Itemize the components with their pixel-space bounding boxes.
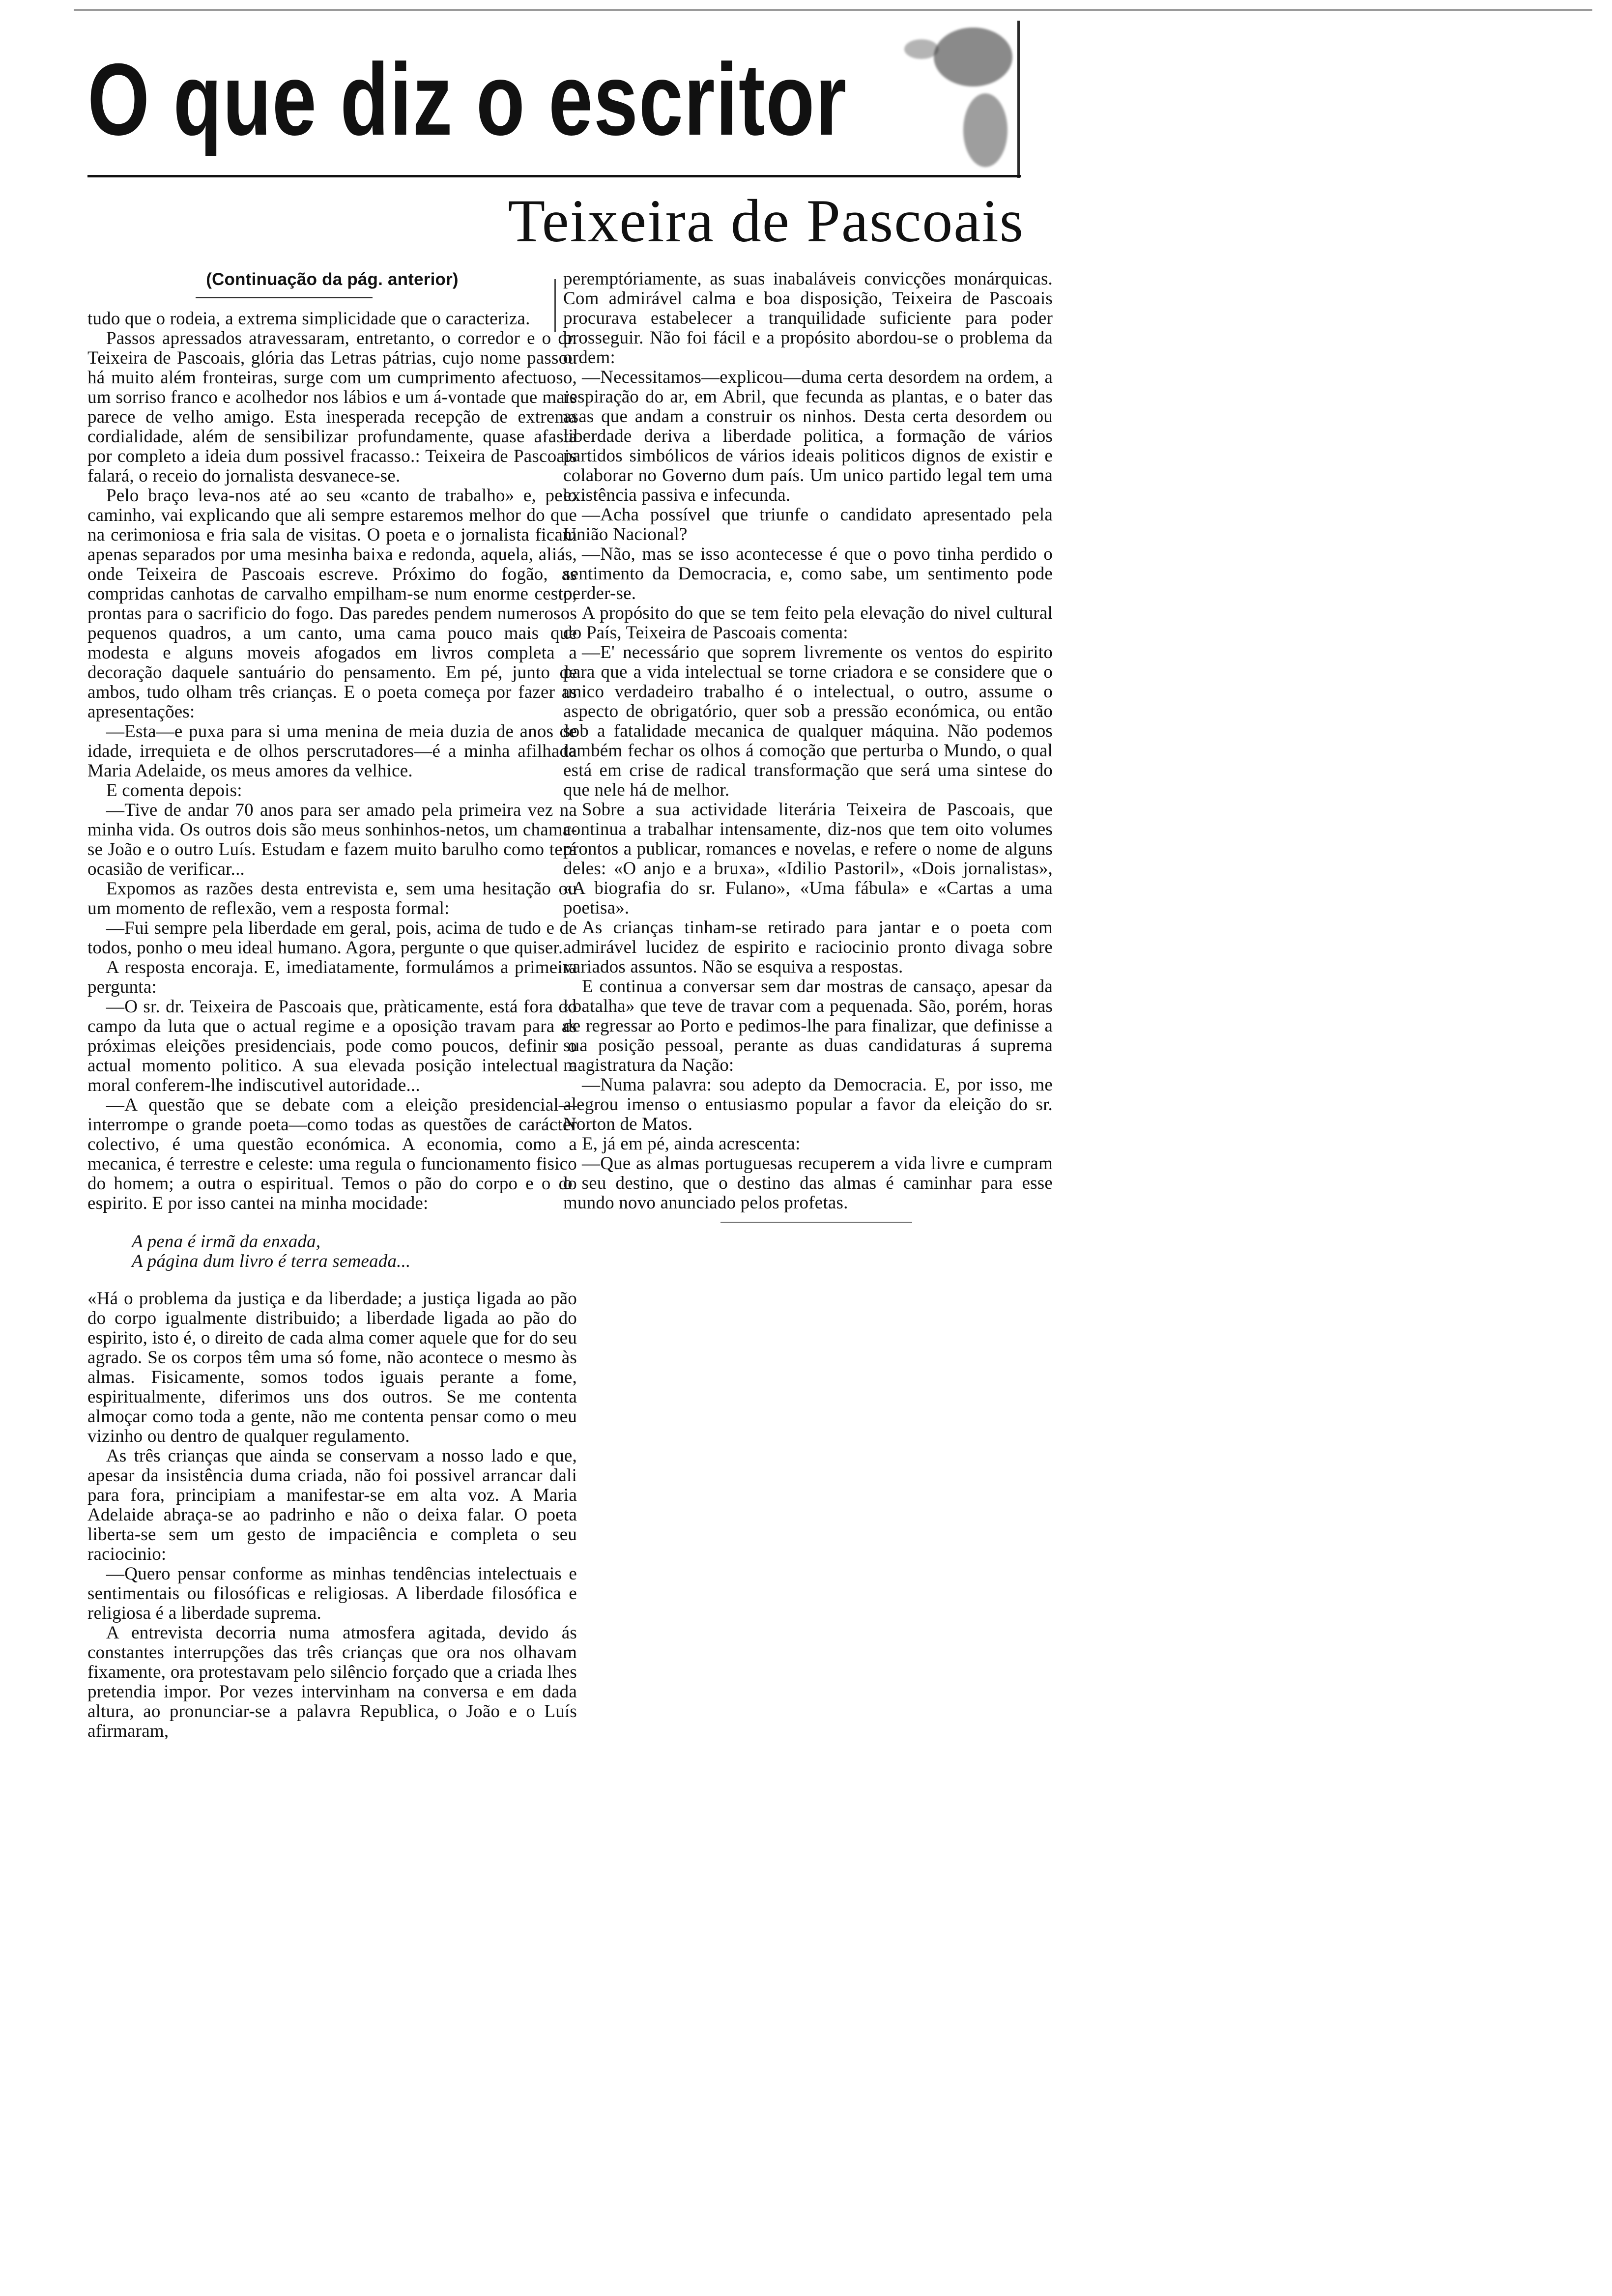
article-header (0, 0, 1612, 256)
paragraph: —O sr. dr. Teixeira de Pascoais que, pràticamente, está fora do campo da luta que o actual regime e a oposição travam para as próximas eleições presidenciais, pode como poucos, definir o actual momento politico. A sua elevada posição intelectual e moral conferem-lhe indiscutivel autoridade... (87, 997, 577, 1095)
verse-line: A página dum livro é terra semeada... (132, 1251, 411, 1271)
paragraph: —Fui sempre pela liberdade em geral, pois, acima de tudo e de todos, ponho o meu ideal humano. Agora, pergunte o que quiser. (87, 918, 577, 958)
paragraph: —E' necessário que soprem livremente os ventos do espirito para que a vida intelectual se torne criadora e se considere que o unico verdadeiro trabalho é o intelectual, o outro, assume o aspecto de obrigatório, quer sob a pressão económica, ou então sob a fatalidade mecanica de qualquer máquina. Não podemos também fechar os olhos á comoção que perturba o Mundo, o qual está em crise de radical transformação que será uma sintese do que nele há de melhor. (563, 642, 1053, 800)
continuation-rule (196, 297, 373, 298)
paragraph: —Esta—e puxa para si uma menina de meia duzia de anos de idade, irrequieta e de olhos perscrutadores—é a minha afilhada Maria Adelaide, os meus amores da velhice. (87, 721, 577, 781)
paragraph: Sobre a sua actividade literária Teixeira de Pascoais, que continua a trabalhar intensamente, diz-nos que tem oito volumes prontos a publicar, romances e novelas, e refere o nome de alguns deles: «O anjo e a bruxa», «Idilio Pastoril», «Dois jornalistas», «A biografia do sr. Fulano», «Uma fábula» e «Cartas a uma poetisa». (563, 800, 1053, 918)
ink-smudge (963, 93, 1008, 167)
paragraph: A entrevista decorria numa atmosfera agitada, devido ás constantes interrupções das três crianças que ora nos olhavam fixamente, ora protestavam pelo silêncio forçado que a criada lhes pretendia impor. Por vezes intervinham na conversa e em dada altura, ao pronunciar-se a palavra Republica, o João e o Luís afirmaram, (87, 1623, 577, 1741)
paragraph: Passos apressados atravessaram, entretanto, o corredor e o dr. Teixeira de Pascoais, glória das Letras pátrias, cujo nome passou há muito além fronteiras, surge com um cumprimento afectuoso, um sorriso franco e acolhedor nos lábios e um á-vontade que mais parece de velho amigo. Esta inesperada recepção de extrema cordialidade, além de sensibilizar profundamente, quase afasta por completo a ideia dum possivel fracasso.: Teixeira de Pascoais falará, o receio do jornalista desvanece-se. (87, 328, 577, 486)
paragraph: peremptóriamente, as suas inabaláveis convicções monárquicas. Com admirável calma e boa disposição, Teixeira de Pascoais procurava estabelecer a tranquilidade suficiente para poder prosseguir. Não foi fácil e a propósito abordou-se o problema da ordem: (563, 269, 1053, 368)
paragraph: «Há o problema da justiça e da liberdade; a justiça ligada ao pão do corpo igualmente distribuido; a liberdade ligada ao pão do espirito, isto é, o direito de cada alma comer aquele que for do seu agrado. Se os corpos têm uma só fome, não acontece o mesmo às almas. Fisicamente, somos todos iguais perante a fome, espiritualmente, diferimos uns dos outros. Se me contenta almoçar como toda a gente, não me contenta pensar como o meu vizinho ou dentro de qualquer regulamento. (87, 1289, 577, 1446)
paragraph: A resposta encoraja. E, imediatamente, formulámos a primeira pergunta: (87, 957, 577, 997)
ink-smudge (904, 39, 939, 59)
left-column (87, 269, 577, 1741)
subject-name: Teixeira de Pascoais (508, 187, 1024, 255)
paragraph: —Necessitamos—explicou—duma certa desordem na ordem, a respiração do ar, em Abril, que fecunda as plantas, e o bater das asas que andam a construir os ninhos. Desta certa desordem ou liberdade deriva a liberdade politica, a formação de vários partidos simbólicos de vários ideais politicos dignos de existir e colaborar no Governo dum país. Um unico partido legal tem uma existência passiva e infecunda. (563, 367, 1053, 505)
paragraph: As três crianças que ainda se conservam a nosso lado e que, apesar da insistência duma criada, não foi possivel arrancar dali para fora, principiam a manifestar-se em alta voz. A Maria Adelaide abraça-se ao padrinho e não o deixa falar. O poeta liberta-se sem um gesto de impaciência e completa o seu raciocinio: (87, 1446, 577, 1564)
paragraph: —Não, mas se isso acontecesse é que o povo tinha perdido o sentimento da Democracia, e, como sabe, um sentimento pode perder-se. (563, 544, 1053, 603)
paragraph: —Tive de andar 70 anos para ser amado pela primeira vez na minha vida. Os outros dois são meus sonhinhos-netos, um chama-se João e o outro Luís. Estudam e fazem muito barulho como terá ocasião de verificar... (87, 800, 577, 879)
article-end-rule (720, 1222, 912, 1223)
paragraph: —Quero pensar conforme as minhas tendências intelectuais e sentimentais ou filosóficas e religiosas. A liberdade filosófica e religiosa é a liberdade suprema. (87, 1564, 577, 1623)
ink-smudge (934, 28, 1012, 86)
paragraph: —Que as almas portuguesas recuperem a vida livre e cumpram o seu destino, que o destino das almas é caminhar para esse mundo novo anunciado pelos profetas. (563, 1153, 1053, 1213)
paragraph: A propósito do que se tem feito pela elevação do nivel cultural do País, Teixeira de Pascoais comenta: (563, 603, 1053, 643)
kicker-headline: O que diz o escritor (87, 43, 847, 157)
paragraph: —Acha possível que triunfe o candidato apresentado pela União Nacional? (563, 505, 1053, 545)
verse-line: A pena é irmã da enxada, (132, 1232, 321, 1252)
paragraph: Expomos as razões desta entrevista e, sem uma hesitação ou um momento de reflexão, vem a resposta formal: (87, 879, 577, 918)
paragraph: E comenta depois: (106, 780, 242, 801)
paragraph: E continua a conversar sem dar mostras de cansaço, apesar da «batalha» que teve de travar com a pequenada. São, porém, horas de regressar ao Porto e pedimos-lhe para finalizar, que definisse a sua posição pessoal, perante as duas candidaturas á suprema magistratura da Nação: (563, 976, 1053, 1075)
headline-rule (87, 175, 1021, 177)
paragraph: tudo que o rodeia, a extrema simplicidade que o caracteriza. (87, 309, 530, 329)
paragraph: —Numa palavra: sou adepto da Democracia. E, por isso, me alegrou imenso o entusiasmo popular a favor da eleição do sr. Norton de Matos. (563, 1075, 1053, 1134)
paragraph: Pelo braço leva-nos até ao seu «canto de trabalho» e, pelo caminho, vai explicando que ali sempre estaremos melhor do que na cerimoniosa e fria sala de visitas. O poeta e o jornalista ficam apenas separados por uma mesinha baixa e redonda, aquela, aliás, onde Teixeira de Pascoais escreve. Próximo do fogão, as compridas canhotas de carvalho empilham-se num enorme cesto, prontas para o sacrificio do fogo. Das paredes pendem numerosos pequenos quadros, a um canto, uma cama pouco mais que modesta e alguns moveis afogados em livros completa a decoração daquele santuário do pensamento. Em pé, junto de ambos, tudo olham três crianças. E o poeta começa por fazer as apresentações: (87, 486, 577, 722)
paragraph: As crianças tinham-se retirado para jantar e o poeta com admirável lucidez de espirito e raciocinio pronto divaga sobre variados assuntos. Não se esquiva a respostas. (563, 918, 1053, 977)
paragraph: —A questão que se debate com a eleição presidencial—interrompe o grande poeta—como todas as questões de carácter colectivo, é uma questão económica. A economia, como a mecanica, é terrestre e celeste: uma regula o funcionamento fisico do homem; a outra o espiritual. Temos o pão do corpo e o do espirito. E por isso cantei na minha mocidade: (87, 1095, 577, 1213)
right-column (563, 269, 1053, 1223)
header-vertical-rule (1017, 21, 1020, 178)
continuation-note: (Continuação da pág. anterior) (206, 270, 459, 289)
verse-quote (132, 1232, 577, 1271)
paragraph: E, já em pé, ainda acrescenta: (582, 1134, 801, 1154)
